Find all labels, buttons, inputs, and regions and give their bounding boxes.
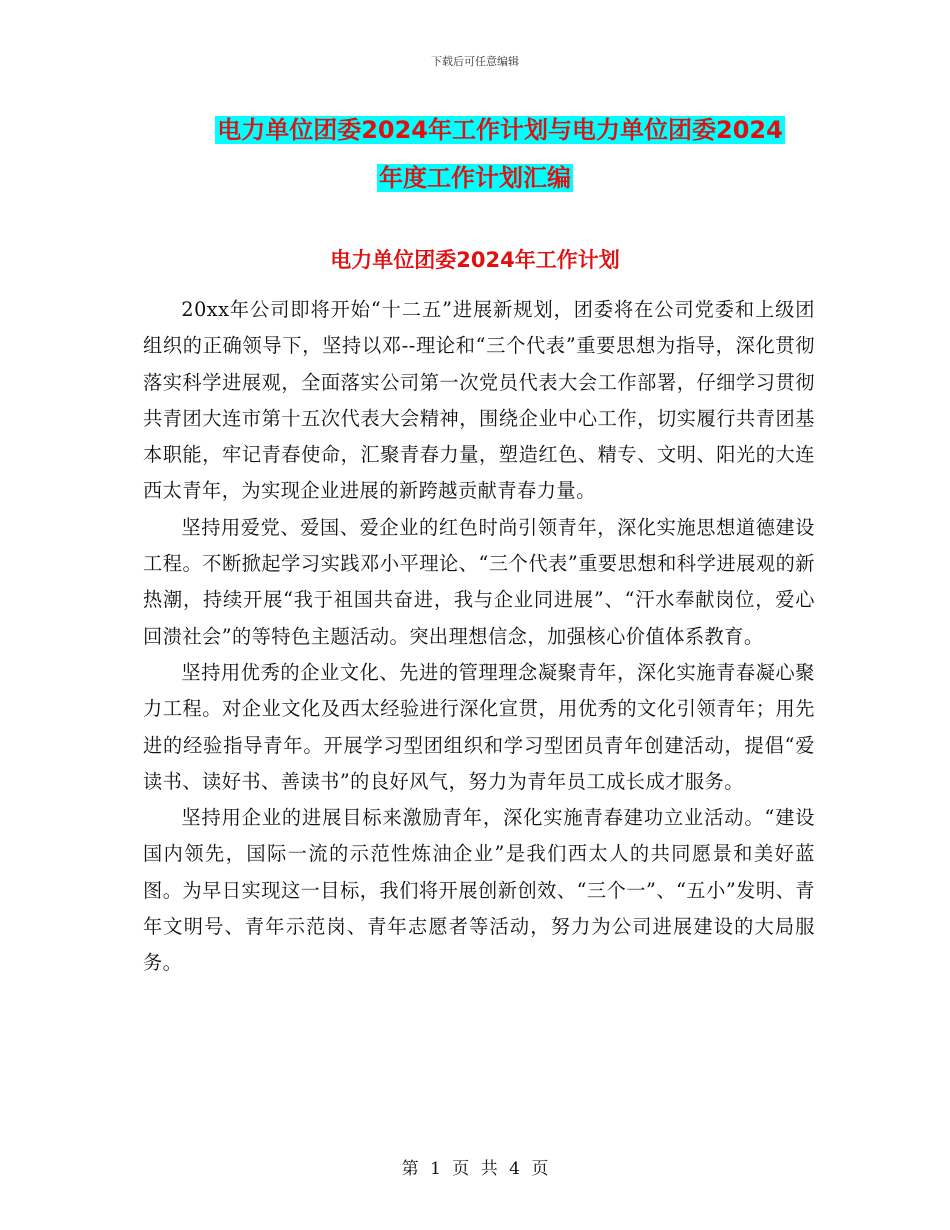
paragraph: 20xx年公司即将开始“十二五”进展新规划，团委将在公司党委和上级团组织的正确领导下，坚持以邓--理论和“三个代表”重要思想为指导，深化贯彻落实科学进展观，全面落实公司第一次党员代表大会工作部署，仔细学习贯彻共青团大连市第十五次代表大会精神，围绕企业中心工作，切实履行共青团基本职能，牢记青春使命，汇聚青春力量，塑造红色、精专、文明、阳光的大连西太青年，为实现企业进展的新跨越贡献青春力量。 <box>143 298 815 503</box>
paragraph: 坚持用企业的进展目标来激励青年，深化实施青春建功立业活动。“建设国内领先，国际一流的示范性炼油企业”是我们西太人的共同愿景和美好蓝图。为早日实现这一目标，我们将开展创新创效、“三个一”、“五小”发明、青年文明号、青年示范岗、青年志愿者等活动，努力为公司进展建设的大局服务。 <box>143 806 815 975</box>
paragraph: 坚持用爱党、爱国、爱企业的红色时尚引领青年，深化实施思想道德建设工程。不断掀起学习实践邓小平理论、“三个代表”重要思想和科学进展观的新热潮，持续开展“我于祖国共奋进，我与企业同进展”、“汗水奉献岗位，爱心回溃社会”的等特色主题活动。突出理想信念，加强核心价值体系教育。 <box>143 515 815 648</box>
document-body <box>143 292 815 982</box>
page-number: 第 1 页 共 4 页 <box>401 1159 549 1179</box>
section-title: 电力单位团委2024年工作计划 <box>330 248 620 272</box>
document-title <box>0 106 950 202</box>
document-title-line-1: 电力单位团委2024年工作计划与电力单位团委2024 <box>217 116 783 144</box>
header-note: 下载后可任意编辑 <box>431 55 519 68</box>
paragraph: 坚持用优秀的企业文化、先进的管理理念凝聚青年，深化实施青春凝心聚力工程。对企业文化及西太经验进行深化宣贯，用优秀的文化引领青年；用先进的经验指导青年。开展学习型团组织和学习型团员青年创建活动，提倡“爱读书、读好书、善读书”的良好风气，努力为青年员工成长成才服务。 <box>143 660 815 793</box>
document-title-line-2: 年度工作计划汇编 <box>379 164 571 192</box>
